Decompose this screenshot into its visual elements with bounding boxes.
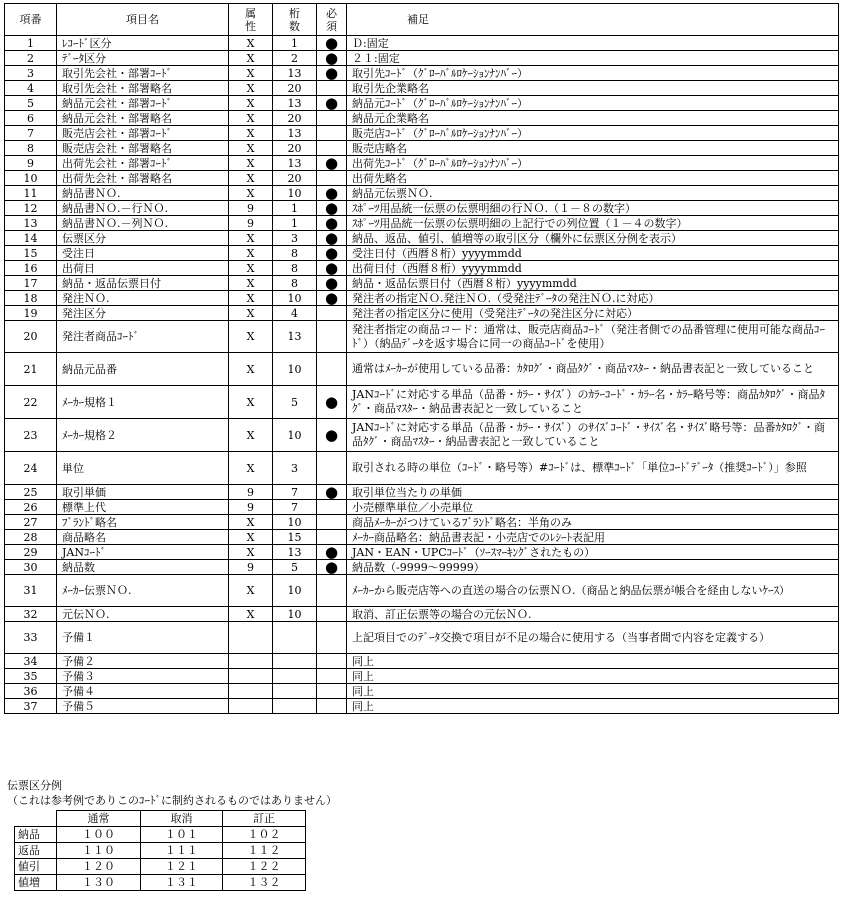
note-cell: Ｄ:固定 xyxy=(347,36,839,51)
attr-cell: X xyxy=(229,419,273,452)
row-no: 37 xyxy=(5,699,57,714)
required-mark: ● xyxy=(317,231,347,246)
attr-cell: X xyxy=(229,321,273,353)
slip-code-cell: １２１ xyxy=(141,859,223,875)
item-name: 納品書ＮＯ. xyxy=(57,186,229,201)
note-cell: 取引先ｺｰﾄﾞ（ｸﾞﾛｰﾊﾞﾙﾛｹｰｼｮﾝﾅﾝﾊﾞｰ） xyxy=(347,66,839,81)
table-row xyxy=(5,515,839,530)
slip-code-cell: １０２ xyxy=(223,827,306,843)
row-no: 6 xyxy=(5,111,57,126)
digits-cell: 10 xyxy=(273,353,317,386)
table-row xyxy=(5,36,839,51)
required-mark xyxy=(317,622,347,654)
attr-cell: X xyxy=(229,386,273,419)
required-mark xyxy=(317,515,347,530)
digits-cell: 8 xyxy=(273,246,317,261)
table-row xyxy=(5,485,839,500)
attr-cell: 9 xyxy=(229,560,273,575)
note-cell: 納品元伝票ＮＯ. xyxy=(347,186,839,201)
row-no: 29 xyxy=(5,545,57,560)
slip-row xyxy=(15,875,306,891)
required-mark: ● xyxy=(317,291,347,306)
attr-cell: X xyxy=(229,36,273,51)
slip-row xyxy=(15,843,306,859)
digits-cell: 7 xyxy=(273,485,317,500)
table-row xyxy=(5,66,839,81)
note-cell: 同上 xyxy=(347,654,839,669)
note-cell: 商品ﾒｰｶｰがつけているﾌﾞﾗﾝﾄﾞ略名：半角のみ xyxy=(347,515,839,530)
row-no: 9 xyxy=(5,156,57,171)
attr-cell: X xyxy=(229,51,273,66)
digits-cell: 10 xyxy=(273,515,317,530)
required-mark: ● xyxy=(317,485,347,500)
slip-header-cancel: 取消 xyxy=(141,811,223,827)
note-cell: 取引単位当たりの単価 xyxy=(347,485,839,500)
required-mark xyxy=(317,500,347,515)
slip-code-cell: １３１ xyxy=(141,875,223,891)
item-name: 予備３ xyxy=(57,669,229,684)
required-mark xyxy=(317,669,347,684)
row-no: 3 xyxy=(5,66,57,81)
attr-cell: X xyxy=(229,246,273,261)
item-name: 標準上代 xyxy=(57,500,229,515)
item-name: 単位 xyxy=(57,452,229,485)
item-name: 予備４ xyxy=(57,684,229,699)
note-cell: ﾒｰｶｰから販売店等への直送の場合の伝票ＮＯ.（商品と納品伝票が帳合を経由しないｹｰｽ） xyxy=(347,575,839,607)
digits-cell xyxy=(273,699,317,714)
note-cell: ﾒｰｶｰ商品略名：納品書表記・小売店でのﾚｼｰﾄ表記用 xyxy=(347,530,839,545)
item-name: 納品元品番 xyxy=(57,353,229,386)
note-cell: 販売店ｺｰﾄﾞ（ｸﾞﾛｰﾊﾞﾙﾛｹｰｼｮﾝﾅﾝﾊﾞｰ） xyxy=(347,126,839,141)
table-row xyxy=(5,171,839,186)
required-mark: ● xyxy=(317,156,347,171)
note-cell: 納品数（-9999～99999） xyxy=(347,560,839,575)
item-name: 納品元会社・部署略名 xyxy=(57,111,229,126)
slip-code-cell: １２０ xyxy=(57,859,141,875)
digits-cell: 13 xyxy=(273,126,317,141)
digits-cell: 7 xyxy=(273,500,317,515)
row-no: 18 xyxy=(5,291,57,306)
note-cell: 発注者の指定ＮＯ.発注ＮＯ.（受発注ﾃﾞｰﾀの発注ＮＯ.に対応） xyxy=(347,291,839,306)
item-name: 納品書ＮＯ.－列ＮＯ. xyxy=(57,216,229,231)
note-cell: 販売店略名 xyxy=(347,141,839,156)
row-no: 33 xyxy=(5,622,57,654)
item-name: ﾌﾞﾗﾝﾄﾞ略名 xyxy=(57,515,229,530)
row-no: 31 xyxy=(5,575,57,607)
item-name: 販売店会社・部署ｺｰﾄﾞ xyxy=(57,126,229,141)
required-mark: ● xyxy=(317,36,347,51)
item-name: ﾒｰｶｰ伝票ＮＯ. xyxy=(57,575,229,607)
item-name: 納品書ＮＯ.－行ＮＯ. xyxy=(57,201,229,216)
digits-cell: 8 xyxy=(273,261,317,276)
required-mark xyxy=(317,607,347,622)
note-cell: 納品、返品、値引、値増等の取引区分（欄外に伝票区分例を表示） xyxy=(347,231,839,246)
table-row xyxy=(5,246,839,261)
required-mark xyxy=(317,353,347,386)
slip-code-cell: １１０ xyxy=(57,843,141,859)
digits-cell xyxy=(273,684,317,699)
attr-cell: X xyxy=(229,156,273,171)
table-row xyxy=(5,654,839,669)
attr-cell: X xyxy=(229,545,273,560)
row-no: 35 xyxy=(5,669,57,684)
table-row xyxy=(5,622,839,654)
digits-cell: 13 xyxy=(273,96,317,111)
table-row xyxy=(5,276,839,291)
item-name: 納品・返品伝票日付 xyxy=(57,276,229,291)
note-cell: 取消、訂正伝票等の場合の元伝ＮＯ. xyxy=(347,607,839,622)
row-no: 10 xyxy=(5,171,57,186)
row-no: 25 xyxy=(5,485,57,500)
row-no: 8 xyxy=(5,141,57,156)
digits-cell: 15 xyxy=(273,530,317,545)
digits-cell: 10 xyxy=(273,186,317,201)
item-name: JANｺｰﾄﾞ xyxy=(57,545,229,560)
digits-cell: 13 xyxy=(273,66,317,81)
note-cell: 同上 xyxy=(347,684,839,699)
attr-cell: X xyxy=(229,126,273,141)
slip-row xyxy=(15,827,306,843)
note-cell: 取引される時の単位（ｺｰﾄﾞ・略号等）#ｺｰﾄﾞは、標準ｺｰﾄﾞ「単位ｺｰﾄﾞﾃﾞｰﾀ（推奨ｺｰﾄﾞ）」参照 xyxy=(347,452,839,485)
note-cell: ｽﾎﾟｰﾂ用品統一伝票の伝票明細の行ＮＯ.（１－８の数字） xyxy=(347,201,839,216)
required-mark: ● xyxy=(317,51,347,66)
row-no: 26 xyxy=(5,500,57,515)
item-name: 予備５ xyxy=(57,699,229,714)
digits-cell: 3 xyxy=(273,452,317,485)
row-no: 34 xyxy=(5,654,57,669)
header-row xyxy=(5,4,839,36)
row-no: 5 xyxy=(5,96,57,111)
table-row xyxy=(5,575,839,607)
attr-cell: 9 xyxy=(229,201,273,216)
item-name: 元伝ＮＯ. xyxy=(57,607,229,622)
attr-cell: X xyxy=(229,276,273,291)
digits-cell: 1 xyxy=(273,201,317,216)
row-no: 13 xyxy=(5,216,57,231)
required-mark xyxy=(317,699,347,714)
table-row xyxy=(5,81,839,96)
attr-cell: X xyxy=(229,353,273,386)
required-mark xyxy=(317,141,347,156)
item-name: 納品数 xyxy=(57,560,229,575)
note-cell: ２１:固定 xyxy=(347,51,839,66)
table-row xyxy=(5,321,839,353)
note-cell: 通常はﾒｰｶｰが使用している品番：ｶﾀﾛｸﾞ・商品ﾀｸﾞ・商品ﾏｽﾀｰ・納品書表記と一致していること xyxy=(347,353,839,386)
slip-type-body xyxy=(15,827,306,891)
attr-cell: X xyxy=(229,171,273,186)
item-name: ﾒｰｶｰ規格１ xyxy=(57,386,229,419)
row-no: 28 xyxy=(5,530,57,545)
note-cell: 取引先企業略名 xyxy=(347,81,839,96)
row-no: 22 xyxy=(5,386,57,419)
row-no: 12 xyxy=(5,201,57,216)
item-name: ﾚｺｰﾄﾞ区分 xyxy=(57,36,229,51)
slip-code-cell: １１２ xyxy=(223,843,306,859)
attr-cell: X xyxy=(229,261,273,276)
required-mark: ● xyxy=(317,545,347,560)
row-no: 2 xyxy=(5,51,57,66)
slip-row xyxy=(15,859,306,875)
attr-cell: 9 xyxy=(229,500,273,515)
attr-cell: X xyxy=(229,452,273,485)
note-cell: JANｺｰﾄﾞに対応する単品（品番・ｶﾗｰ・ｻｲｽﾞ）のｻｲｽﾞｺｰﾄﾞ・ｻｲｽﾞ名・ｻｲｽﾞ略号等：品番ｶﾀﾛｸﾞ・商品ﾀｸﾞ・商品ﾏｽﾀｰ・納品書表記と一致していること xyxy=(347,419,839,452)
required-mark xyxy=(317,171,347,186)
digits-cell xyxy=(273,654,317,669)
digits-cell: 4 xyxy=(273,306,317,321)
note-cell: 同上 xyxy=(347,699,839,714)
item-name: ﾃﾞｰﾀ区分 xyxy=(57,51,229,66)
note-cell: JANｺｰﾄﾞに対応する単品（品番・ｶﾗｰ・ｻｲｽﾞ）のｶﾗｰｺｰﾄﾞ・ｶﾗｰ名・ｶﾗｰ略号等：商品ｶﾀﾛｸﾞ・商品ﾀｸﾞ・商品ﾏｽﾀｰ・納品書表記と一致していること xyxy=(347,386,839,419)
item-name: 予備１ xyxy=(57,622,229,654)
required-mark xyxy=(317,530,347,545)
required-mark: ● xyxy=(317,261,347,276)
slip-row-label: 値増 xyxy=(15,875,57,891)
table-row xyxy=(5,530,839,545)
required-mark: ● xyxy=(317,386,347,419)
row-no: 16 xyxy=(5,261,57,276)
digits-cell: 20 xyxy=(273,111,317,126)
attr-cell xyxy=(229,684,273,699)
slip-code-cell: １３２ xyxy=(223,875,306,891)
header-digits: 桁 数 xyxy=(273,4,317,36)
digits-cell xyxy=(273,669,317,684)
row-no: 17 xyxy=(5,276,57,291)
row-no: 14 xyxy=(5,231,57,246)
attr-cell: X xyxy=(229,515,273,530)
table-row xyxy=(5,186,839,201)
attr-cell: X xyxy=(229,607,273,622)
field-spec-body xyxy=(5,36,839,714)
item-name: 伝票区分 xyxy=(57,231,229,246)
digits-cell xyxy=(273,622,317,654)
slip-header-corner xyxy=(15,811,57,827)
table-row xyxy=(5,141,839,156)
item-name: 予備２ xyxy=(57,654,229,669)
slip-section-note: （これは参考例でありこのｺｰﾄﾞに制約されるものではありません） xyxy=(7,794,337,807)
attr-cell: 9 xyxy=(229,485,273,500)
table-row xyxy=(5,111,839,126)
note-cell: 発注者の指定区分に使用（受発注ﾃﾞｰﾀの発注区分に対応） xyxy=(347,306,839,321)
digits-cell: 10 xyxy=(273,575,317,607)
header-note: 補足 xyxy=(347,4,839,36)
item-name: 出荷先会社・部署略名 xyxy=(57,171,229,186)
slip-code-cell: １００ xyxy=(57,827,141,843)
attr-cell: 9 xyxy=(229,216,273,231)
item-name: 発注ＮＯ. xyxy=(57,291,229,306)
item-name: 取引先会社・部署略名 xyxy=(57,81,229,96)
item-name: 商品略名 xyxy=(57,530,229,545)
note-cell: 小売標準単位／小売単位 xyxy=(347,500,839,515)
row-no: 4 xyxy=(5,81,57,96)
item-name: 受注日 xyxy=(57,246,229,261)
table-row xyxy=(5,51,839,66)
attr-cell: X xyxy=(229,66,273,81)
row-no: 1 xyxy=(5,36,57,51)
row-no: 11 xyxy=(5,186,57,201)
attr-cell: X xyxy=(229,141,273,156)
slip-row-label: 値引 xyxy=(15,859,57,875)
item-name: 出荷先会社・部署ｺｰﾄﾞ xyxy=(57,156,229,171)
row-no: 32 xyxy=(5,607,57,622)
attr-cell: X xyxy=(229,575,273,607)
digits-cell: 5 xyxy=(273,386,317,419)
note-cell: JAN・EAN・UPCｺｰﾄﾞ（ｿｰｽﾏｰｷﾝｸﾞされたもの） xyxy=(347,545,839,560)
attr-cell: X xyxy=(229,231,273,246)
slip-section-title: 伝票区分例 xyxy=(7,779,62,792)
table-row xyxy=(5,126,839,141)
slip-code-cell: １２２ xyxy=(223,859,306,875)
table-row xyxy=(5,560,839,575)
required-mark xyxy=(317,321,347,353)
slip-code-cell: １３０ xyxy=(57,875,141,891)
table-row xyxy=(5,306,839,321)
required-mark xyxy=(317,684,347,699)
item-name: 発注者商品ｺｰﾄﾞ xyxy=(57,321,229,353)
digits-cell: 5 xyxy=(273,560,317,575)
table-row xyxy=(5,201,839,216)
attr-cell: X xyxy=(229,186,273,201)
required-mark: ● xyxy=(317,560,347,575)
attr-cell xyxy=(229,699,273,714)
item-name: 販売店会社・部署略名 xyxy=(57,141,229,156)
row-no: 15 xyxy=(5,246,57,261)
required-mark xyxy=(317,575,347,607)
required-mark xyxy=(317,111,347,126)
required-mark xyxy=(317,306,347,321)
attr-cell xyxy=(229,669,273,684)
required-mark: ● xyxy=(317,276,347,291)
note-cell: 出荷先略名 xyxy=(347,171,839,186)
attr-cell xyxy=(229,654,273,669)
attr-cell: X xyxy=(229,111,273,126)
slip-row-label: 返品 xyxy=(15,843,57,859)
row-no: 7 xyxy=(5,126,57,141)
digits-cell: 20 xyxy=(273,141,317,156)
digits-cell: 10 xyxy=(273,607,317,622)
note-cell: ｽﾎﾟｰﾂ用品統一伝票の伝票明細の上記行での列位置（１－４の数字） xyxy=(347,216,839,231)
note-cell: 同上 xyxy=(347,669,839,684)
item-name: 納品元会社・部署ｺｰﾄﾞ xyxy=(57,96,229,111)
row-no: 23 xyxy=(5,419,57,452)
table-row xyxy=(5,216,839,231)
attr-cell: X xyxy=(229,291,273,306)
required-mark: ● xyxy=(317,419,347,452)
slip-code-cell: １１１ xyxy=(141,843,223,859)
row-no: 24 xyxy=(5,452,57,485)
row-no: 21 xyxy=(5,353,57,386)
row-no: 30 xyxy=(5,560,57,575)
row-no: 19 xyxy=(5,306,57,321)
slip-type-table xyxy=(14,810,306,891)
digits-cell: 3 xyxy=(273,231,317,246)
table-row xyxy=(5,353,839,386)
digits-cell: 20 xyxy=(273,81,317,96)
required-mark xyxy=(317,452,347,485)
digits-cell: 13 xyxy=(273,156,317,171)
note-cell: 出荷日付（西暦８桁）yyyymmdd xyxy=(347,261,839,276)
table-row xyxy=(5,291,839,306)
digits-cell: 10 xyxy=(273,291,317,306)
table-row xyxy=(5,419,839,452)
header-name: 項目名 xyxy=(57,4,229,36)
table-row xyxy=(5,156,839,171)
required-mark xyxy=(317,654,347,669)
digits-cell: 20 xyxy=(273,171,317,186)
item-name: 出荷日 xyxy=(57,261,229,276)
header-req: 必 須 xyxy=(317,4,347,36)
digits-cell: 13 xyxy=(273,545,317,560)
note-cell: 受注日付（西暦８桁）yyyymmdd xyxy=(347,246,839,261)
required-mark: ● xyxy=(317,216,347,231)
table-row xyxy=(5,699,839,714)
required-mark: ● xyxy=(317,246,347,261)
required-mark: ● xyxy=(317,96,347,111)
digits-cell: 13 xyxy=(273,321,317,353)
table-row xyxy=(5,669,839,684)
table-row xyxy=(5,96,839,111)
slip-row-label: 納品 xyxy=(15,827,57,843)
attr-cell xyxy=(229,622,273,654)
row-no: 36 xyxy=(5,684,57,699)
item-name: 取引先会社・部署ｺｰﾄﾞ xyxy=(57,66,229,81)
note-cell: 納品元企業略名 xyxy=(347,111,839,126)
field-spec-table xyxy=(4,3,839,714)
table-row xyxy=(5,261,839,276)
digits-cell: 1 xyxy=(273,36,317,51)
row-no: 27 xyxy=(5,515,57,530)
header-attr: 属 性 xyxy=(229,4,273,36)
table-row xyxy=(5,500,839,515)
digits-cell: 10 xyxy=(273,419,317,452)
required-mark: ● xyxy=(317,186,347,201)
slip-header-normal: 通常 xyxy=(57,811,141,827)
attr-cell: X xyxy=(229,306,273,321)
slip-code-cell: １０１ xyxy=(141,827,223,843)
header-no: 項番 xyxy=(5,4,57,36)
table-row xyxy=(5,452,839,485)
note-cell: 出荷先ｺｰﾄﾞ（ｸﾞﾛｰﾊﾞﾙﾛｹｰｼｮﾝﾅﾝﾊﾞｰ） xyxy=(347,156,839,171)
item-name: 取引単価 xyxy=(57,485,229,500)
required-mark xyxy=(317,126,347,141)
note-cell: 上記項目でのﾃﾞｰﾀ交換で項目が不足の場合に使用する（当事者間で内容を定義する） xyxy=(347,622,839,654)
table-row xyxy=(5,386,839,419)
table-row xyxy=(5,231,839,246)
digits-cell: 2 xyxy=(273,51,317,66)
required-mark: ● xyxy=(317,66,347,81)
slip-header-row xyxy=(15,811,306,827)
digits-cell: 1 xyxy=(273,216,317,231)
note-cell: 発注者指定の商品コード：通常は、販売店商品ｺｰﾄﾞ（発注者側での品番管理に使用可能な商品ｺｰﾄﾞ）（納品ﾃﾞｰﾀを返す場合に同一の商品ｺｰﾄﾞを使用） xyxy=(347,321,839,353)
note-cell: 納品・返品伝票日付（西暦８桁）yyyymmdd xyxy=(347,276,839,291)
attr-cell: X xyxy=(229,81,273,96)
attr-cell: X xyxy=(229,530,273,545)
slip-header-correct: 訂正 xyxy=(223,811,306,827)
digits-cell: 8 xyxy=(273,276,317,291)
table-row xyxy=(5,684,839,699)
table-row xyxy=(5,607,839,622)
row-no: 20 xyxy=(5,321,57,353)
required-mark: ● xyxy=(317,201,347,216)
required-mark xyxy=(317,81,347,96)
table-row xyxy=(5,545,839,560)
note-cell: 納品元ｺｰﾄﾞ（ｸﾞﾛｰﾊﾞﾙﾛｹｰｼｮﾝﾅﾝﾊﾞｰ） xyxy=(347,96,839,111)
item-name: 発注区分 xyxy=(57,306,229,321)
item-name: ﾒｰｶｰ規格２ xyxy=(57,419,229,452)
attr-cell: X xyxy=(229,96,273,111)
